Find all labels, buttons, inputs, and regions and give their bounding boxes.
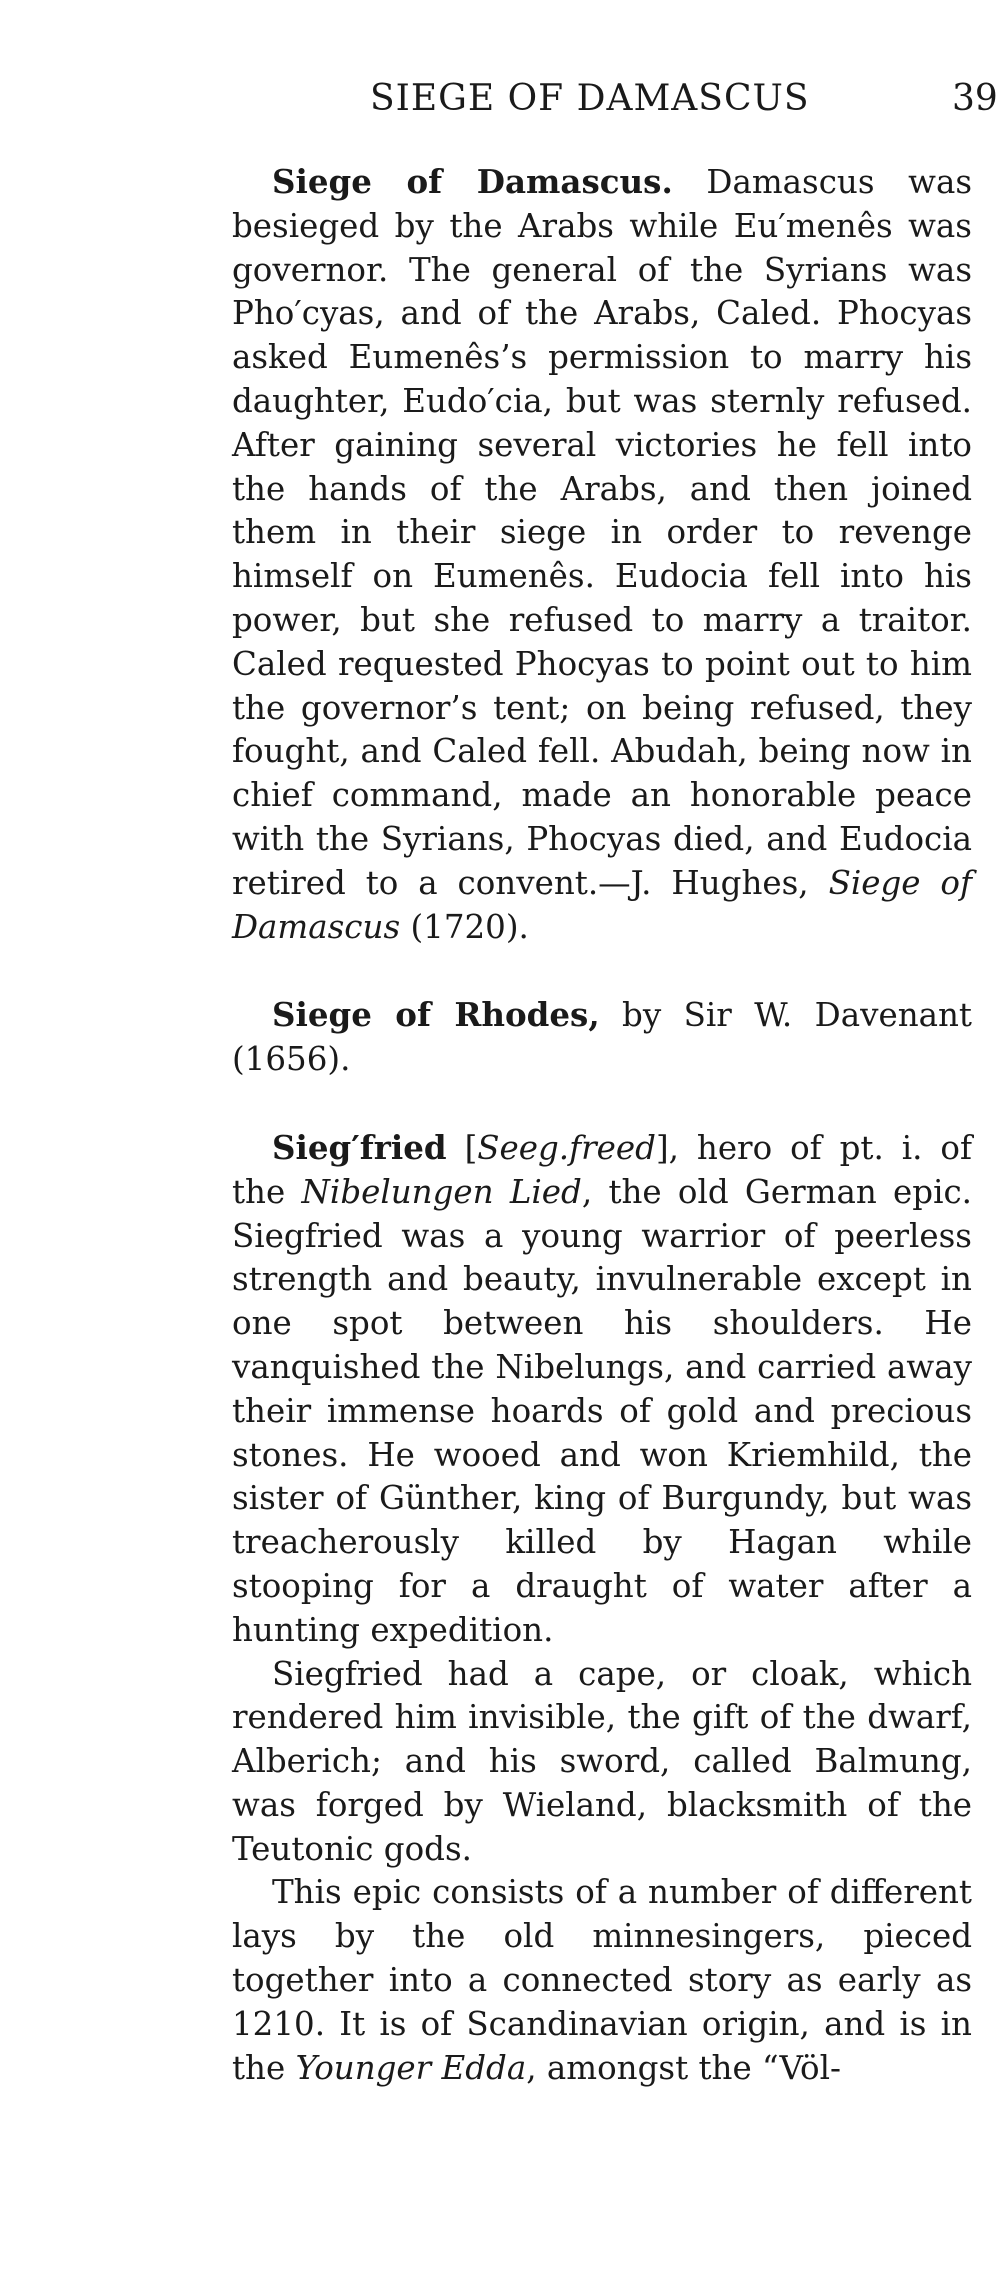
entry-siege-of-damascus bbox=[232, 160, 972, 949]
entry-text: , the old German epic. Siegfried was a young warrior of peerless strength and beauty, invulnerable except in one spot between his shoulders. He vanquished the Nibelungs, and carried away their immense hoards of gold and precious stones. He wooed and won Kriemhild, the sister of Günther, king of Burgundy, but was treacherously killed by Hagan while stooping for a draught of water after a hunting expedition. bbox=[232, 1172, 973, 1649]
headword: Siege of Rhodes, bbox=[272, 995, 600, 1035]
entry-text: by Sir W. Davenant (1656). bbox=[232, 996, 972, 1079]
paragraph-tail: , amongst the “Völ- bbox=[526, 2048, 841, 2087]
work-title: Siege of Damascus bbox=[232, 863, 972, 946]
entry-text: Damascus was besieged by the Arabs while Eu′menês was governor. The general of the Syrians was Pho′cyas, and of the Arabs, Caled. Phocyas asked Eumenês’s permission to marry his daughter, Eudo′cia, but was sternly refused. After gaining several victories he fell into the hands of the Arabs, and then joined them in their siege in order to revenge himself on Eumenês. Eudocia fell into his power, but she refused to marry a traitor. Caled requested Phocyas to point out to him the governor’s tent; on being refused, they fought, and Caled fell. Abudah, being now in chief command, made an honorable peace with the Syrians, Phocyas died, and Eudocia retired to a convent.—J. Hughes, bbox=[232, 163, 973, 902]
headword: Siege of Damascus. bbox=[272, 162, 673, 201]
pronunciation-close: ], hero of pt. i. of the bbox=[232, 1128, 972, 1211]
paragraph-text: This epic consists of a number of different lays by the old minnesingers, pieced together into a connected story as early as 1210. It is of Scandinavian origin, and is in the bbox=[232, 1873, 972, 2087]
pronunciation-open: [ bbox=[446, 1128, 478, 1167]
page-number: 39 bbox=[952, 78, 998, 119]
headword: Sieg′fried bbox=[272, 1127, 447, 1167]
pronunciation: Seeg.freed bbox=[477, 1128, 656, 1167]
paragraph bbox=[232, 1871, 972, 2090]
entry-text-tail: (1720). bbox=[400, 907, 529, 946]
paragraph: Siegfried had a cape, or cloak, which rendered him invisible, the gift of the dwarf, Alberich; and his sword, called Balmung, was forged by Wieland, blacksmith of the Teutonic gods. bbox=[232, 1654, 972, 1868]
work-title: Younger Edda bbox=[295, 2048, 527, 2087]
running-title: SIEGE OF DAMASCUS bbox=[370, 78, 810, 119]
work-title: Nibelungen Lied bbox=[301, 1172, 582, 1211]
entry-siegfried bbox=[232, 1126, 972, 1653]
entry-siege-of-rhodes bbox=[232, 993, 972, 1082]
text-column bbox=[232, 160, 972, 2090]
